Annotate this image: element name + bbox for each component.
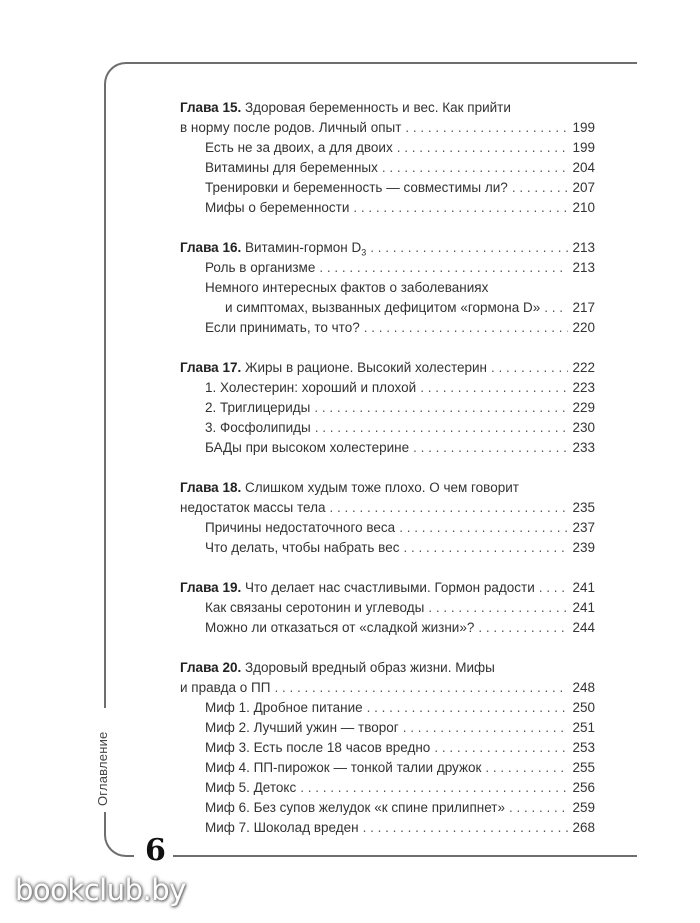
toc-chapter-15 (180, 98, 595, 218)
leader-dots (405, 118, 568, 138)
page-ref: 268 (572, 820, 595, 835)
page-ref: 207 (572, 180, 595, 195)
toc-chapter-heading-cont[interactable] (180, 118, 595, 138)
toc-chapter-heading[interactable] (180, 358, 595, 378)
toc-entry-cont[interactable] (180, 298, 595, 318)
entry-title: Мифы о беременности (205, 200, 350, 215)
leader-dots (367, 698, 569, 718)
leader-dots (403, 538, 568, 558)
entry-title: 3. Фосфолипиды (205, 420, 311, 435)
toc-entry[interactable] (180, 198, 595, 218)
toc-entry[interactable] (180, 618, 595, 638)
toc-chapter-heading-cont[interactable] (180, 498, 595, 518)
toc-chapter-heading-cont[interactable] (180, 678, 595, 698)
chapter-title: Здоровый вредный образ жизни. Мифы (244, 660, 495, 675)
leader-dots (300, 778, 568, 798)
entry-title: и симптомах, вызванных дефицитом «гормона D» (225, 300, 541, 315)
toc-entry[interactable] (180, 158, 595, 178)
leader-dots (485, 758, 568, 778)
entry-title: Витамины для беременных (205, 160, 378, 175)
toc-chapter-17 (180, 358, 595, 458)
entry-title: Миф 3. Есть после 18 часов вредно (205, 740, 431, 755)
leader-dots (364, 318, 569, 338)
toc-entry[interactable] (180, 138, 595, 158)
entry-title: Что делать, чтобы набрать вес (205, 540, 400, 555)
entry-title: Причины недостаточного веса (205, 520, 396, 535)
page-ref: 255 (572, 760, 595, 775)
page-ref: 241 (572, 580, 595, 595)
entry-title: Роль в организме (205, 260, 316, 275)
page-ref: 250 (572, 700, 595, 715)
chapter-title: Слишком худым тоже плохо. О чем говорит (244, 480, 519, 495)
leader-dots (353, 198, 568, 218)
entry-title: Миф 5. Детокс (205, 780, 297, 795)
page-ref: 248 (572, 680, 595, 695)
page-ref: 241 (572, 600, 595, 615)
toc-entry[interactable] (180, 438, 595, 458)
toc-entry[interactable] (180, 518, 595, 538)
watermark: bookclub.by (15, 873, 186, 907)
page-ref: 259 (572, 800, 595, 815)
page-ref: 222 (572, 360, 595, 375)
leader-dots (512, 178, 569, 198)
entry-title: Есть не за двоих, а для двоих (205, 140, 393, 155)
chapter-title: и правда о ПП (180, 680, 271, 695)
frame-bottom-left-corner (104, 812, 134, 857)
chapter-title: Жиры в рационе. Высокий холестерин (244, 360, 487, 375)
entry-title: Как связаны серотонин и углеводы (205, 600, 425, 615)
page-ref: 217 (572, 300, 595, 315)
page-ref: 220 (572, 320, 595, 335)
page-ref: 256 (572, 780, 595, 795)
toc-entry[interactable] (180, 398, 595, 418)
entry-title: 1. Холестерин: хороший и плохой (205, 380, 417, 395)
entry-title: Если принимать, то что? (205, 320, 360, 335)
section-label-contents: Оглавление (95, 731, 110, 806)
leader-dots (428, 598, 568, 618)
toc-entry[interactable] (180, 738, 595, 758)
chapter-label: Глава 17. (180, 360, 242, 375)
page-ref: 210 (572, 200, 595, 215)
toc-entry[interactable] (180, 798, 595, 818)
frame-top-border (104, 62, 637, 92)
leader-dots (403, 718, 569, 738)
chapter-title: Витамин-гормон D (244, 240, 362, 255)
table-of-contents (180, 98, 595, 858)
toc-chapter-heading[interactable] (180, 578, 595, 598)
page-ref: 235 (572, 500, 595, 515)
chapter-title: в норму после родов. Личный опыт (180, 120, 402, 135)
toc-entry[interactable] (180, 418, 595, 438)
leader-dots (329, 498, 568, 518)
entry-title: Тренировки и беременность — совместимы ли? (205, 180, 508, 195)
chapter-label: Глава 19. (180, 580, 242, 595)
entry-title: Миф 4. ПП-пирожок — тонкой талии дружок (205, 760, 482, 775)
toc-chapter-18 (180, 478, 595, 558)
leader-dots (382, 158, 569, 178)
leader-dots (539, 578, 569, 598)
leader-dots (363, 818, 569, 838)
leader-dots (370, 238, 568, 258)
leader-dots (274, 678, 568, 698)
page-ref: 213 (572, 260, 595, 275)
page-ref: 229 (572, 400, 595, 415)
leader-dots (491, 358, 568, 378)
entry-title: Миф 7. Шоколад вреден (205, 820, 359, 835)
leader-dots (544, 298, 568, 318)
entry-title: 2. Триглицериды (205, 400, 311, 415)
leader-dots (434, 738, 568, 758)
page-ref: 199 (572, 120, 595, 135)
toc-entry[interactable] (180, 598, 595, 618)
page-ref: 251 (572, 720, 595, 735)
leader-dots (420, 378, 568, 398)
page-ref: 237 (572, 520, 595, 535)
chapter-title: Что делает нас счастливыми. Гормон радости (244, 580, 535, 595)
leader-dots (314, 398, 568, 418)
page-ref: 233 (572, 440, 595, 455)
entry-title: Миф 6. Без супов желудок «к спине прилипнет» (205, 800, 505, 815)
toc-chapter-20 (180, 658, 595, 838)
toc-chapter-heading[interactable] (180, 98, 595, 118)
toc-chapter-16 (180, 238, 595, 338)
chapter-label: Глава 20. (180, 660, 242, 675)
page-ref: 213 (572, 240, 595, 255)
chapter-label: Глава 16. (180, 240, 242, 255)
chapter-label: Глава 15. (180, 100, 242, 115)
toc-entry[interactable] (180, 818, 595, 838)
toc-entry[interactable] (180, 178, 595, 198)
chapter-label: Глава 18. (180, 480, 242, 495)
leader-dots (397, 138, 569, 158)
toc-entry[interactable] (180, 278, 595, 298)
toc-entry[interactable] (180, 778, 595, 798)
entry-title: Можно ли отказаться от «сладкой жизни»? (205, 620, 475, 635)
page-number: 6 (145, 833, 166, 868)
page-ref: 244 (572, 620, 595, 635)
entry-title: БАДы при высоком холестерине (205, 440, 410, 455)
page-ref: 253 (572, 740, 595, 755)
page-ref: 204 (572, 160, 595, 175)
entry-title: Немного интересных фактов о заболеваниях (205, 280, 489, 295)
toc-entry[interactable] (180, 758, 595, 778)
page-ref: 199 (572, 140, 595, 155)
chapter-title: недостаток массы тела (180, 500, 326, 515)
entry-title: Миф 1. Дробное питание (205, 700, 363, 715)
entry-title: Миф 2. Лучший ужин — творог (205, 720, 399, 735)
leader-dots (319, 258, 568, 278)
toc-entry[interactable] (180, 258, 595, 278)
toc-chapter-heading[interactable] (180, 238, 595, 258)
toc-entry[interactable] (180, 378, 595, 398)
toc-entry[interactable] (180, 718, 595, 738)
frame-left-border (104, 90, 106, 708)
leader-dots (509, 798, 568, 818)
toc-entry[interactable] (180, 318, 595, 338)
toc-chapter-heading[interactable] (180, 478, 595, 498)
page-ref: 230 (572, 420, 595, 435)
chapter-title: Здоровая беременность и вес. Как прийти (244, 100, 511, 115)
leader-dots (399, 518, 568, 538)
toc-entry[interactable] (180, 538, 595, 558)
toc-chapter-heading[interactable] (180, 658, 595, 678)
toc-chapter-19 (180, 578, 595, 638)
leader-dots (315, 418, 569, 438)
page-ref: 223 (572, 380, 595, 395)
leader-dots (478, 618, 568, 638)
leader-dots (413, 438, 568, 458)
page-ref: 239 (572, 540, 595, 555)
subscript: 3 (361, 247, 367, 258)
toc-entry[interactable] (180, 698, 595, 718)
